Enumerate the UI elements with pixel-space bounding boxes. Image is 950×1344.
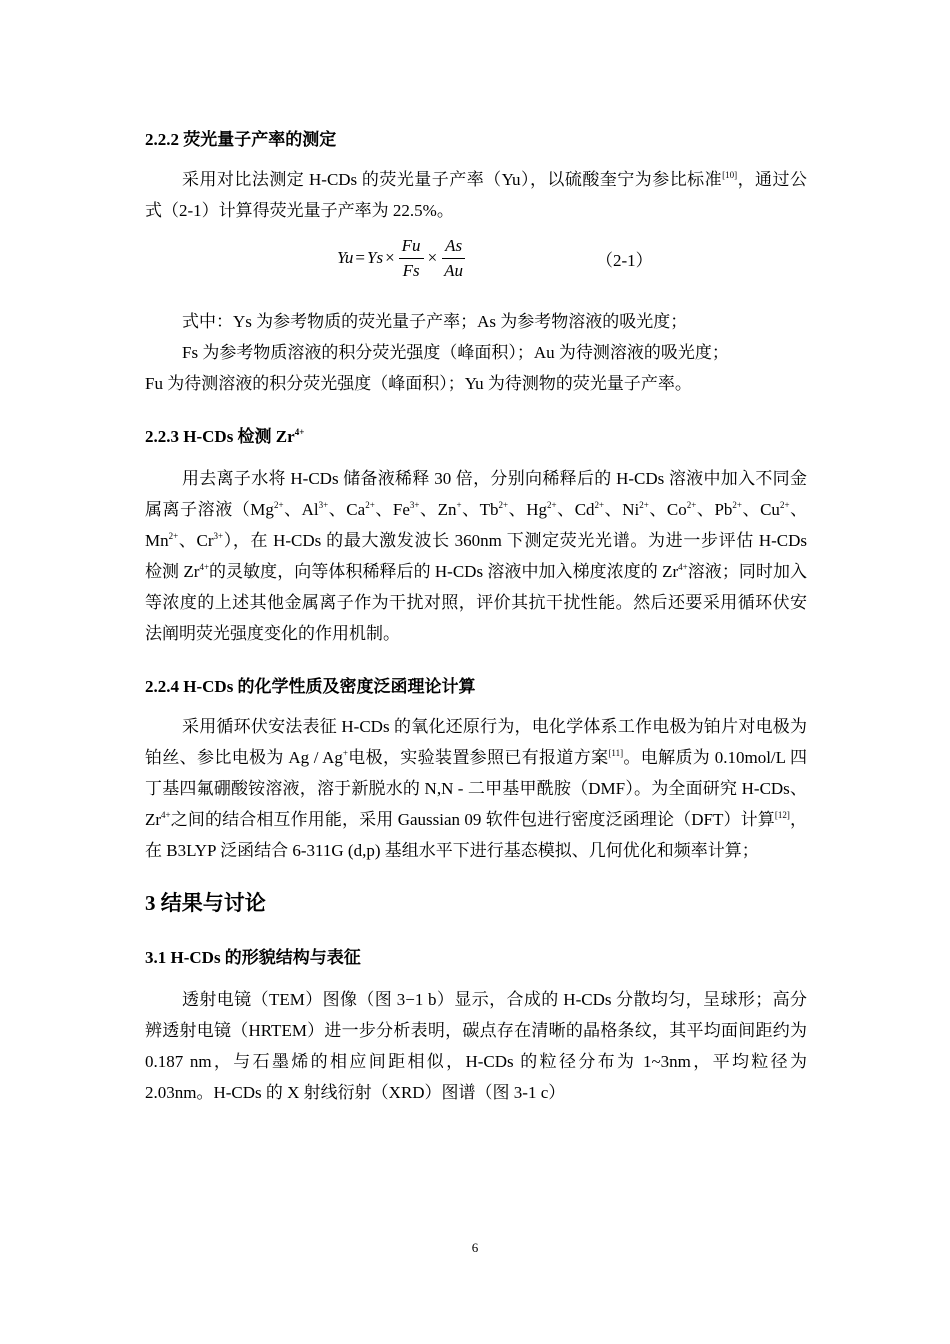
heading-3: 3 结果与讨论	[145, 891, 266, 915]
formula-times-1: ×	[385, 248, 395, 267]
zr-text-2: 、Al	[283, 500, 319, 519]
zr-text-8: 、Cd	[556, 500, 595, 519]
zr-text-4: 、Fe	[374, 500, 410, 519]
page-number: 6	[471, 1240, 479, 1255]
paragraph-dft	[145, 711, 807, 866]
zr-text-17: 溶液；同时加入等浓度的上述其他金属离子作为干扰对照，评价其抗干扰性能。然后还要采用循环伏安法阐明荧光强度变化的作用机制。	[145, 562, 808, 643]
zr-text-16: 的灵敏度，向等体积稀释后的 H-CDs 溶液中加入梯度浓度的 Zr	[209, 562, 679, 581]
dft-text-4: 之间的结合相互作用能，采用 Gaussian 09 软件包进行密度泛函理论（DFT）计算	[170, 810, 775, 829]
formula-times-2: ×	[427, 248, 438, 267]
charge-zr-3: 4+	[161, 810, 171, 820]
heading-2-2-3-text: 2.2.3 H-CDs 检测 Zr	[145, 427, 295, 446]
charge-hg: 2+	[547, 500, 557, 510]
zr-text-1: 用去离子水将 H-CDs 储备液稀释 30 倍，分别向稀释后的 H-CDs 溶液中加入不同金属离子溶液（Mg	[145, 469, 807, 519]
charge-zr-2: 4+	[678, 562, 688, 572]
dft-text-5: ，在 B3LYP 泛函结合 6-311G (d,p) 基组水平下进行基态模拟、几何优化和频率计算；	[145, 810, 808, 860]
charge-co: 2+	[686, 500, 697, 510]
charge-mg: 2+	[273, 500, 284, 510]
definition-line-2: Fs 为参考物质溶液的积分荧光强度（峰面积）；Au 为待测溶液的吸光度；	[182, 343, 729, 362]
formula-equals: =	[355, 248, 365, 267]
heading-2-2-4: 2.2.4 H-CDs 的化学性质及密度泛函理论计算	[145, 677, 476, 696]
zr-text-6: 、Tb	[461, 500, 499, 519]
charge-ag: +	[342, 748, 348, 758]
equation-number: （2-1）	[596, 251, 653, 270]
zr-text-12: 、Cu	[741, 500, 780, 519]
zr-text-10: 、Co	[648, 500, 687, 519]
charge-tb: 2+	[498, 500, 509, 510]
charge-zn: +	[456, 500, 462, 510]
heading-2-2-3-sup: 4+	[294, 427, 305, 437]
charge-al: 3+	[318, 500, 329, 510]
page-content	[145, 128, 807, 1108]
zr-text-3: 、Ca	[328, 500, 366, 519]
fraction-denominator-fs: Fs	[402, 260, 420, 280]
zr-text-11: 、Pb	[696, 500, 733, 519]
heading-2-2-2: 2.2.2 荧光量子产率的测定	[145, 130, 337, 149]
dft-text-3: 。电解质为 0.10mol/L 四丁基四氟硼酸铵溶液，溶于新脱水的 N,N - 二甲基甲酰胺（DMF）。为全面研究 H-CDs、Zr	[145, 748, 808, 829]
citation-12: [12]	[774, 810, 790, 820]
quantum-yield-formula	[337, 230, 468, 286]
zr-text-5: 、Zn	[419, 500, 457, 519]
citation-11: [11]	[608, 748, 624, 758]
charge-mn: 2+	[168, 531, 179, 541]
charge-fe: 3+	[409, 500, 420, 510]
paragraph-quantum-yield	[145, 164, 807, 226]
charge-zr-1: 4+	[199, 562, 210, 572]
charge-pb: 2+	[732, 500, 742, 510]
zr-text-15: ），在 H-CDs 的最大激发波长 360nm 下测定荧光光谱。为进一步评估 H-CDs 检测 Zr	[145, 531, 808, 581]
dft-text-2: 电极，实验装置参照已有报道方案	[347, 748, 609, 767]
heading-2-2-3	[145, 425, 807, 449]
definition-line-3: Fu 为待测溶液的积分荧光强度（峰面积）；Yu 为待测物的荧光量子产率。	[145, 374, 692, 393]
formula-ys: Ys	[367, 248, 384, 267]
dft-text-1: 采用循环伏安法表征 H-CDs 的氧化还原行为，电化学体系工作电极为铂片对电极为铂丝、参比电极为 Ag / Ag	[145, 717, 807, 767]
heading-3-1: 3.1 H-CDs 的形貌结构与表征	[145, 948, 361, 967]
charge-ca: 2+	[365, 500, 375, 510]
fraction-denominator-au: Au	[444, 260, 464, 280]
paragraph-morphology: 透射电镜（TEM）图像（图 3−1 b）显示，合成的 H-CDs 分散均匀，呈球形；高分辨透射电镜（HRTEM）进一步分析表明，碳点存在清晰的晶格条纹，其平均面间距约为 0.187 nm，与石墨烯的相应间距相似，H-CDs 的粒径分布为 1~3nm，平均粒径为 2.03nm。H-CDs 的 X 射线衍射（XRD）图谱（图 3-1 c）	[145, 990, 807, 1102]
zr-text-14: 、Cr	[178, 531, 214, 550]
charge-ni: 2+	[639, 500, 649, 510]
fraction-numerator-fu: Fu	[399, 236, 424, 259]
citation-10: [10]	[722, 170, 738, 180]
quantum-yield-text-b: ，通过公式（2-1）计算得荧光量子产率为 22.5%。	[145, 170, 807, 220]
fraction-numerator-as: As	[442, 236, 465, 259]
charge-cr: 3+	[213, 531, 224, 541]
zr-text-7: 、Hg	[508, 500, 548, 519]
fraction-fu-fs	[399, 236, 424, 281]
formula-lhs: Yu	[337, 248, 354, 267]
equation-2-1	[145, 226, 807, 296]
definition-line-1: 式中：Ys 为参考物质的荧光量子产率；As 为参考物溶液的吸光度；	[182, 312, 688, 331]
paragraph-zr-detection	[145, 463, 807, 649]
fraction-as-au	[441, 236, 466, 281]
charge-cd: 2+	[594, 500, 605, 510]
charge-cu: 2+	[779, 500, 790, 510]
zr-text-13: 、Mn	[145, 500, 808, 550]
zr-text-9: 、Ni	[604, 500, 640, 519]
quantum-yield-text-a: 采用对比法测定 H-CDs 的荧光量子产率（Yu），以硫酸奎宁为参比标准	[182, 170, 723, 189]
